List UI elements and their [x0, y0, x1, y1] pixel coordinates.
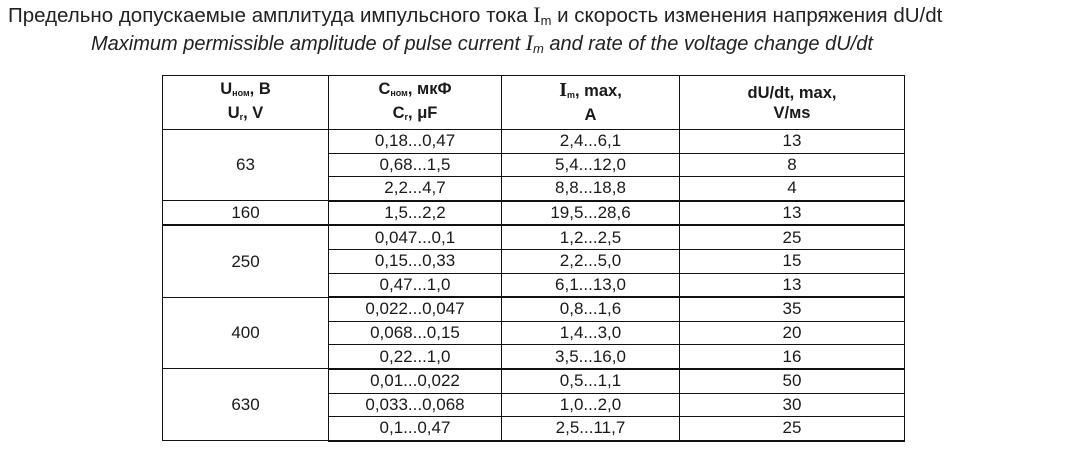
title-ru-symbol-sub: m — [540, 13, 552, 28]
table-header — [163, 76, 905, 130]
table-row — [163, 369, 905, 393]
table-row — [163, 201, 905, 226]
table-body — [163, 130, 905, 441]
cell-capacitance: 1,5...2,2 — [329, 201, 502, 226]
cell-capacitance: 0,033...0,068 — [329, 393, 502, 417]
cell-dudt: 20 — [680, 321, 905, 345]
header-capacitance-main-ru: C — [378, 79, 391, 98]
cell-current: 19,5...28,6 — [502, 201, 680, 226]
cell-current: 2,2...5,0 — [502, 249, 680, 273]
cell-dudt: 35 — [680, 297, 905, 321]
cell-current: 2,5...11,7 — [502, 417, 680, 441]
cell-current: 1,0...2,0 — [502, 393, 680, 417]
header-voltage — [163, 76, 329, 130]
cell-capacitance: 0,15...0,33 — [329, 249, 502, 273]
cell-capacitance: 0,47...1,0 — [329, 273, 502, 297]
cell-current: 5,4...12,0 — [502, 153, 680, 177]
header-current-rest: , max, — [575, 82, 622, 100]
cell-dudt: 50 — [680, 369, 905, 393]
table-row — [163, 225, 905, 249]
cell-capacitance: 0,18...0,47 — [329, 130, 502, 154]
cell-capacitance: 0,68...1,5 — [329, 153, 502, 177]
cell-voltage: 160 — [163, 201, 329, 226]
data-table — [162, 75, 905, 442]
title-english — [91, 30, 873, 62]
cell-capacitance: 0,022...0,047 — [329, 297, 502, 321]
title-ru-prefix: Предельно допускаемые амплитуда импульсного тока — [8, 4, 534, 27]
title-en-symbol-main: I — [525, 30, 533, 55]
cell-dudt: 25 — [680, 225, 905, 249]
cell-voltage: 250 — [163, 225, 329, 297]
header-dudt-unit: V/мs — [773, 103, 811, 122]
title-en-symbol-sub: m — [532, 41, 544, 56]
title-en-symbol — [526, 30, 544, 55]
cell-dudt: 4 — [680, 177, 905, 201]
header-row — [163, 76, 905, 130]
cell-dudt: 13 — [680, 130, 905, 154]
cell-current: 1,2...2,5 — [502, 225, 680, 249]
cell-dudt: 15 — [680, 249, 905, 273]
header-voltage-sub-en: r — [239, 111, 244, 122]
cell-dudt: 13 — [680, 273, 905, 297]
header-voltage-main-en: U — [227, 103, 240, 122]
cell-current: 2,4...6,1 — [502, 130, 680, 154]
cell-capacitance: 0,068...0,15 — [329, 321, 502, 345]
cell-current: 6,1...13,0 — [502, 273, 680, 297]
header-capacitance-main-en: C — [392, 103, 405, 122]
header-capacitance-sub-ru: ном — [390, 87, 408, 98]
cell-dudt: 30 — [680, 393, 905, 417]
cell-voltage: 63 — [163, 130, 329, 201]
header-dudt-label: dU/dt, max, — [747, 83, 837, 102]
header-current-symbol: I — [559, 79, 567, 101]
header-capacitance — [329, 76, 502, 130]
table-row — [163, 297, 905, 321]
header-capacitance-unit-en: , μF — [408, 103, 438, 122]
cell-dudt: 16 — [680, 345, 905, 369]
cell-current: 1,4...3,0 — [502, 321, 680, 345]
cell-capacitance: 0,01...0,022 — [329, 369, 502, 393]
header-capacitance-sub-en: r — [404, 111, 409, 122]
cell-capacitance: 2,2...4,7 — [329, 177, 502, 201]
title-en-prefix: Maximum permissible amplitude of pulse current — [91, 33, 526, 55]
title-ru-symbol-main: I — [533, 2, 541, 27]
header-current-sub: m — [567, 90, 576, 100]
cell-capacitance: 0,047...0,1 — [329, 225, 502, 249]
header-current-unit: A — [584, 106, 597, 124]
cell-capacitance: 0,22...1,0 — [329, 345, 502, 369]
table-row — [163, 130, 905, 154]
cell-dudt: 8 — [680, 153, 905, 177]
cell-capacitance: 0,1...0,47 — [329, 417, 502, 441]
cell-voltage: 630 — [163, 369, 329, 441]
header-capacitance-unit-ru: , мкФ — [407, 79, 452, 98]
cell-dudt: 25 — [680, 417, 905, 441]
cell-current: 0,8...1,6 — [502, 297, 680, 321]
header-voltage-sub-ru: ном — [232, 87, 250, 98]
header-voltage-unit-en: , V — [243, 103, 264, 122]
title-ru-suffix: и скорость изменения напряжения dU/dt — [551, 4, 943, 27]
cell-current: 8,8...18,8 — [502, 177, 680, 201]
header-voltage-unit-ru: , B — [249, 79, 271, 98]
header-voltage-main-ru: U — [220, 79, 233, 98]
cell-voltage: 400 — [163, 297, 329, 369]
cell-current: 3,5...16,0 — [502, 345, 680, 369]
header-dudt — [680, 76, 905, 130]
cell-dudt: 13 — [680, 201, 905, 226]
title-en-suffix: and rate of the voltage change dU/dt — [543, 33, 873, 55]
header-current — [502, 76, 680, 130]
cell-current: 0,5...1,1 — [502, 369, 680, 393]
title-ru-symbol — [533, 2, 551, 27]
